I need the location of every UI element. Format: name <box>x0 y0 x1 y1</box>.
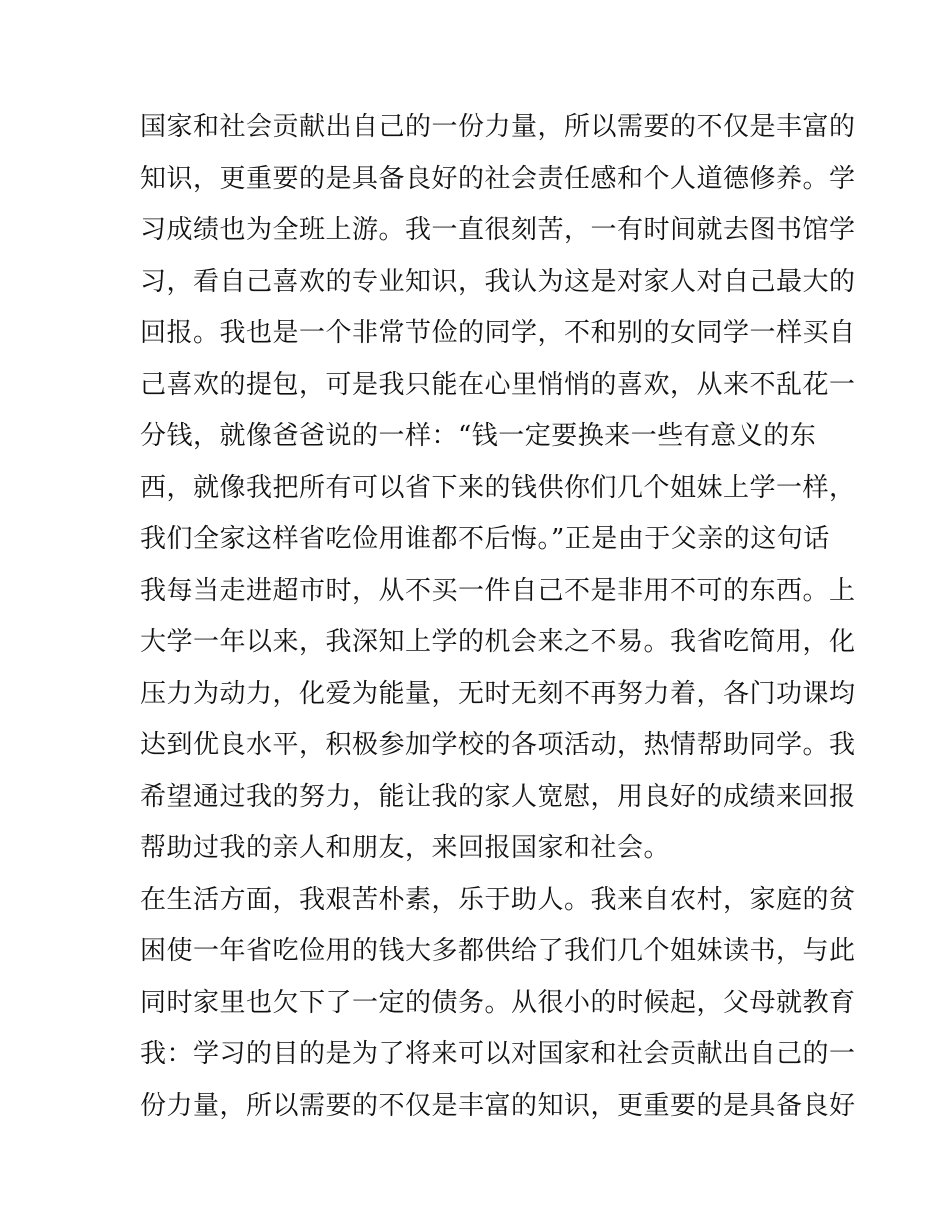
text-line: 我们全家这样省吃俭用谁都不后悔。”正是由于父亲的这句话 <box>140 524 830 554</box>
text-line: 知识，更重要的是具备良好的社会责任感和个人道德修养。学 <box>140 163 856 194</box>
text-line: 达到优良水平，积极参加学校的各项活动，热情帮助同学。我 <box>140 730 856 760</box>
text-line: 在生活方面，我艰苦朴素，乐于助人。我来自农村，家庭的贫 <box>140 884 856 915</box>
text-line: 己喜欢的提包，可是我只能在心里悄悄的喜欢，从来不乱花一 <box>140 369 856 400</box>
text-line: 西，就像我把所有可以省下来的钱供你们几个姐妹上学一样， <box>140 472 856 503</box>
body-text <box>140 102 856 1132</box>
text-line: 份力量，所以需要的不仅是丰富的知识，更重要的是具备良好 <box>140 1090 856 1121</box>
text-line: 帮助过我的亲人和朋友，来回报国家和社会。 <box>140 833 671 863</box>
text-line: 压力为动力，化爱为能量，无时无刻不再努力着，各门功课均 <box>140 678 856 709</box>
text-line: 回报。我也是一个非常节俭的同学，不和别的女同学一样买自 <box>140 318 856 348</box>
text-line: 分钱，就像爸爸说的一样：“钱一定要换来一些有意义的东 <box>140 421 817 451</box>
text-line: 习成绩也为全班上游。我一直很刻苦，一有时间就去图书馆学 <box>140 215 856 245</box>
text-line: 国家和社会贡献出自己的一份力量，所以需要的不仅是丰富的 <box>140 112 856 142</box>
text-line: 我每当走进超市时，从不买一件自己不是非用不可的东西。上 <box>140 575 856 606</box>
text-line: 困使一年省吃俭用的钱大多都供给了我们几个姐妹读书，与此 <box>140 936 856 966</box>
text-line: 希望通过我的努力，能让我的家人宽慰，用良好的成绩来回报 <box>140 781 856 812</box>
text-line: 同时家里也欠下了一定的债务。从很小的时候起，父母就教育 <box>140 987 856 1018</box>
text-line: 大学一年以来，我深知上学的机会来之不易。我省吃简用，化 <box>140 627 856 657</box>
text-line: 习，看自己喜欢的专业知识，我认为这是对家人对自己最大的 <box>140 266 856 297</box>
text-line: 我：学习的目的是为了将来可以对国家和社会贡献出自己的一 <box>140 1039 856 1069</box>
